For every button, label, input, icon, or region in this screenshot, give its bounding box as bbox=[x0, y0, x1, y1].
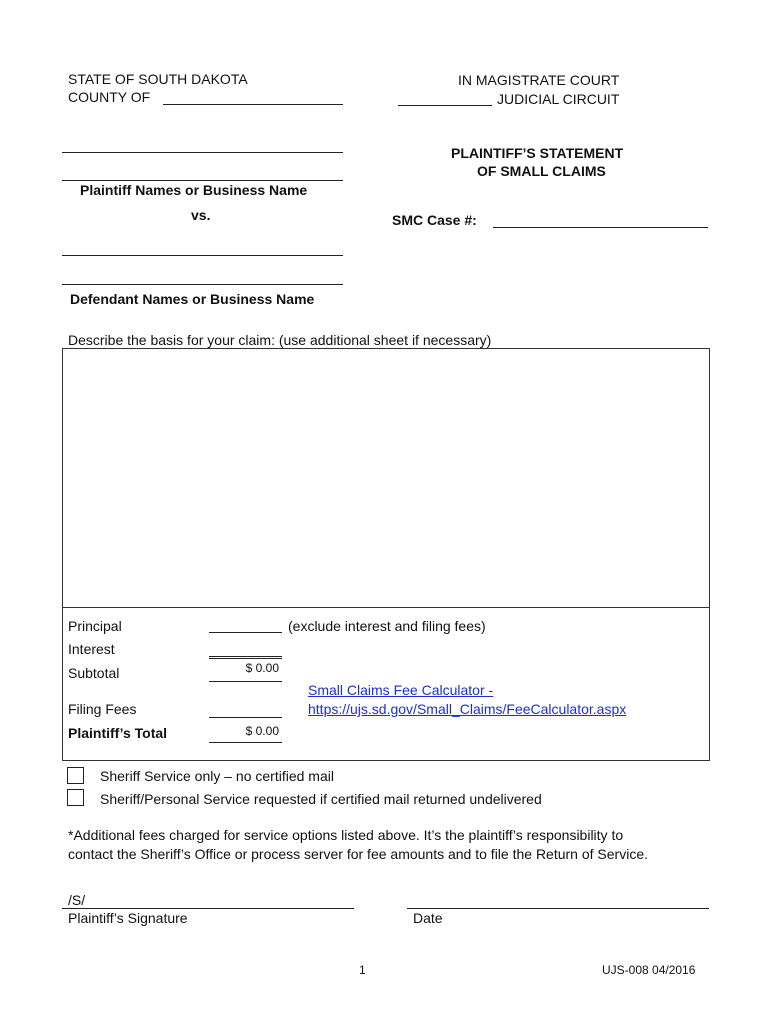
defendant-names-label: Defendant Names or Business Name bbox=[70, 291, 315, 307]
signature-value[interactable]: /S/ bbox=[68, 892, 86, 908]
fee-calculator-link-line1[interactable]: Small Claims Fee Calculator - bbox=[308, 682, 494, 698]
plaintiff-line-1[interactable] bbox=[62, 152, 343, 153]
claim-description-text bbox=[63, 349, 709, 361]
plaintiff-names-label: Plaintiff Names or Business Name bbox=[80, 182, 308, 198]
plaintiff-total-value: $ 0.00 bbox=[245, 724, 279, 738]
claim-prompt: Describe the basis for your claim: (use additional sheet if necessary) bbox=[68, 332, 492, 348]
smc-case-label: SMC Case #: bbox=[392, 212, 477, 228]
principal-label: Principal bbox=[68, 618, 122, 634]
total-bottom-line bbox=[209, 742, 282, 743]
personal-service-checkbox[interactable] bbox=[67, 789, 84, 806]
plaintiff-total-label: Plaintiff’s Total bbox=[68, 725, 168, 741]
interest-field[interactable] bbox=[209, 641, 282, 657]
smc-case-field[interactable] bbox=[493, 212, 708, 228]
sheriff-service-only-label: Sheriff Service only – no certified mail bbox=[100, 768, 334, 784]
form-id: UJS-008 04/2016 bbox=[602, 963, 696, 977]
date-label: Date bbox=[413, 910, 443, 926]
signature-label: Plaintiff’s Signature bbox=[68, 910, 188, 926]
county-field[interactable] bbox=[163, 89, 343, 105]
principal-field[interactable] bbox=[209, 617, 282, 633]
page-number: 1 bbox=[359, 963, 366, 977]
subtotal-top-line bbox=[209, 658, 282, 659]
fee-calculator-link-url[interactable]: https://ujs.sd.gov/Small_Claims/FeeCalculator.aspx bbox=[308, 701, 627, 717]
court-label: IN MAGISTRATE COURT bbox=[458, 72, 620, 88]
signature-line bbox=[62, 908, 354, 909]
defendant-line-2[interactable] bbox=[62, 284, 343, 285]
personal-service-label: Sheriff/Personal Service requested if certified mail returned undelivered bbox=[100, 791, 542, 807]
filing-fees-field[interactable] bbox=[209, 702, 282, 718]
filing-fees-label: Filing Fees bbox=[68, 701, 137, 717]
vs-label: vs. bbox=[191, 207, 211, 223]
sheriff-service-only-checkbox[interactable] bbox=[67, 767, 84, 784]
date-line[interactable] bbox=[407, 908, 709, 909]
subtotal-label: Subtotal bbox=[68, 665, 120, 681]
fees-notice-line1: *Additional fees charged for service options listed above. It’s the plaintiff’s responsibility to bbox=[68, 827, 624, 843]
circuit-label: JUDICIAL CIRCUIT bbox=[497, 91, 620, 107]
principal-note: (exclude interest and filing fees) bbox=[288, 618, 486, 634]
circuit-number-field[interactable] bbox=[398, 90, 492, 106]
state-label: STATE OF SOUTH DAKOTA bbox=[68, 71, 248, 87]
plaintiff-line-2[interactable] bbox=[62, 180, 343, 181]
form-title-line1: PLAINTIFF’S STATEMENT bbox=[451, 145, 624, 161]
fees-notice-line2: contact the Sheriff’s Office or process server for fee amounts and to file the Return of Service. bbox=[68, 846, 648, 862]
claim-description-box[interactable] bbox=[62, 348, 710, 608]
form-title-line2: OF SMALL CLAIMS bbox=[477, 163, 606, 179]
subtotal-value: $ 0.00 bbox=[245, 661, 279, 675]
defendant-line-1[interactable] bbox=[62, 255, 343, 256]
county-label: COUNTY OF bbox=[68, 89, 151, 105]
subtotal-bottom-line bbox=[209, 681, 282, 682]
interest-label: Interest bbox=[68, 641, 115, 657]
